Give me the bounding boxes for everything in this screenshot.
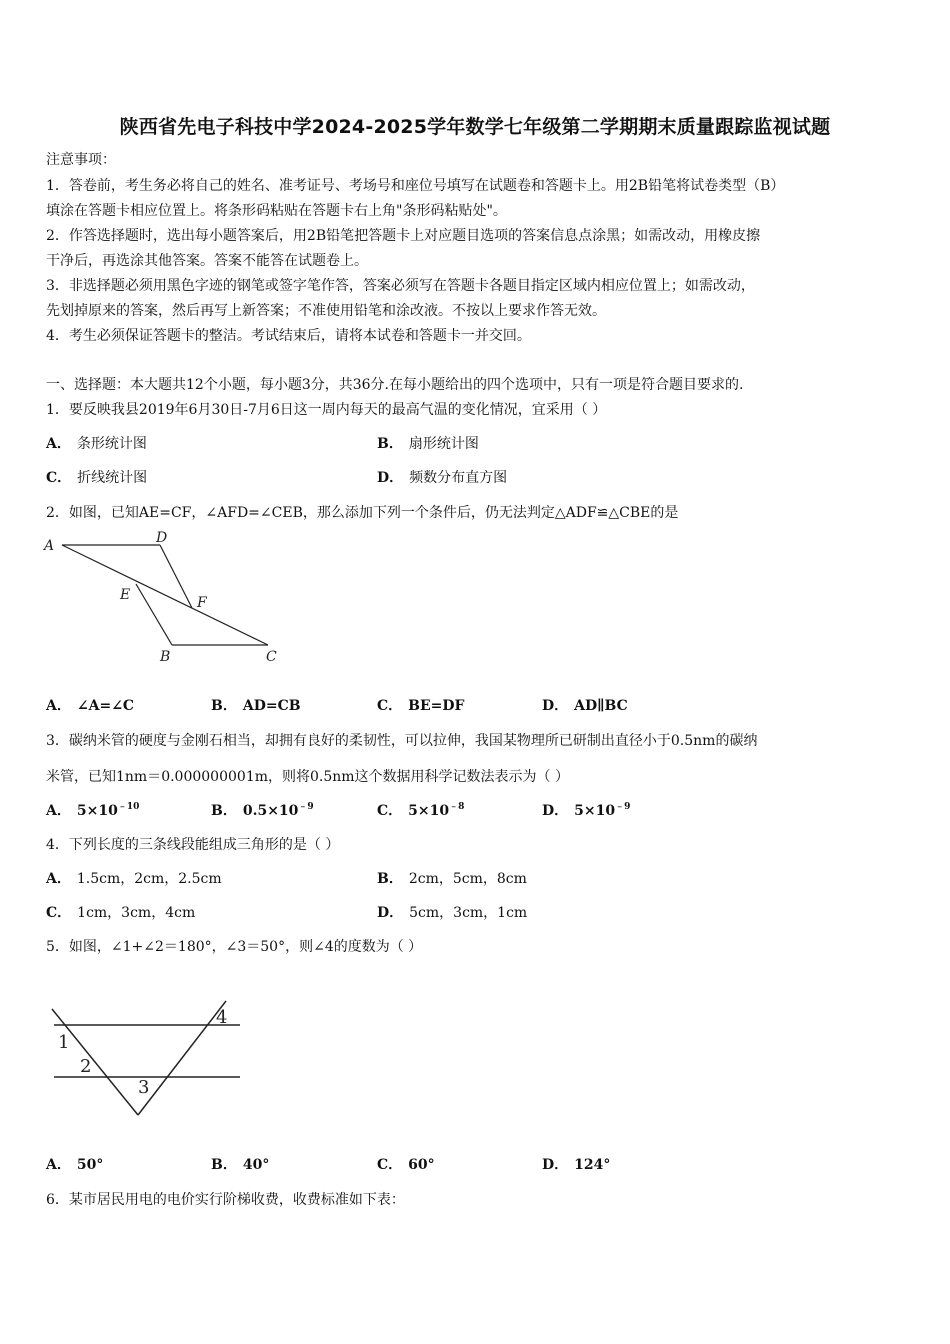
q2-option-b[interactable]: B． AD=CB [211,698,301,714]
notice-line: 填涂在答题卡相应位置上。将条形码粘贴在答题卡右上角"条形码粘贴处"。 [46,203,507,219]
q1-option-c[interactable]: C． 折线统计图 [46,470,148,486]
label-e: E [120,587,131,603]
notice-line: 干净后，再选涂其他答案。答案不能答在试题卷上。 [46,253,368,269]
q2-option-d[interactable]: D． AD∥BC [542,698,628,714]
q5-figure [46,995,246,1120]
label-d: D [156,530,168,546]
q3-option-d[interactable]: D． $5\times 10^{﹣9}$ [542,802,631,819]
q3-option-a[interactable]: A． $5\times 10^{﹣10}$ [46,802,140,819]
label-c: C [266,649,277,665]
q3-option-b[interactable]: B． $0.5\times 10^{﹣9}$ [211,802,314,819]
question-5-stem: 5．如图，∠1+∠2＝180°，∠3＝50°，则∠4的度数为（ ） [46,939,423,955]
notice-line: 2．作答选择题时，选出每小题答案后，用2B铅笔把答题卡上对应题目选项的答案信息点涂黑；如需改动，用橡皮擦 [46,228,761,244]
question-3-stem-cont: 米管，已知1nm＝0.000000001m，则将0.5nm这个数据用科学记数法表示为（ ） [46,769,570,785]
q2-figure [40,528,290,668]
question-4-stem: 4．下列长度的三条线段能组成三角形的是（ ） [46,837,340,853]
q4-option-d[interactable]: D． 5cm，3cm，1cm [377,905,528,921]
notice-heading: 注意事项： [46,152,116,168]
angle-4-label: 4 [216,1007,228,1028]
angle-3-label: 3 [138,1077,150,1098]
angle-1-label: 1 [58,1032,70,1053]
segment-ac [62,545,268,645]
q4-option-b[interactable]: B． 2cm，5cm，8cm [377,871,527,887]
q2-option-c[interactable]: C． BE=DF [377,698,465,714]
page-title: 陕西省先电子科技中学2024-2025学年数学七年级第二学期期末质量跟踪监视试题 [119,116,831,138]
q3-option-c[interactable]: C． $5\times 10^{﹣8}$ [377,802,465,819]
notice-line: 4．考生必须保证答题卡的整洁。考试结束后，请将本试卷和答题卡一并交回。 [46,328,531,344]
q5-option-c[interactable]: C． 60° [377,1157,435,1173]
label-a: A [44,538,55,554]
right-transversal [138,1001,226,1115]
notice-line: 1．答卷前，考生务必将自己的姓名、准考证号、考场号和座位号填写在试题卷和答题卡上。用2B铅笔将试卷类型（B） [46,178,785,194]
question-3-stem: 3．碳纳米管的硬度与金刚石相当，却拥有良好的柔韧性，可以拉伸，我国某物理所已研制出直径小于0.5nm的碳纳 [46,733,758,749]
q1-option-b[interactable]: B． 扇形统计图 [377,436,479,452]
q4-option-a[interactable]: A． 1.5cm，2cm，2.5cm [46,871,222,887]
q5-option-b[interactable]: B． 40° [211,1157,270,1173]
q1-option-a[interactable]: A． 条形统计图 [46,436,147,452]
q1-option-d[interactable]: D． 频数分布直方图 [377,470,508,486]
q4-option-c[interactable]: C． 1cm，3cm，4cm [46,905,196,921]
segment-df [160,545,192,608]
notice-line: 3．非选择题必须用黑色字迹的钢笔或签字笔作答，答案必须写在答题卡各题目指定区域内相应位置上；如需改动， [46,278,755,294]
notice-line: 先划掉原来的答案，然后再写上新答案；不准使用铅笔和涂改液。不按以上要求作答无效。 [46,303,606,319]
question-2-stem: 2．如图，已知AE=CF，∠AFD=∠CEB，那么添加下列一个条件后，仍无法判定△ADF≌△CBE的是 [46,505,679,521]
question-6-stem: 6．某市居民用电的电价实行阶梯收费，收费标准如下表： [46,1192,405,1208]
label-f: F [197,595,207,611]
label-b: B [160,649,171,665]
segment-eb [136,584,172,645]
section-heading: 一、选择题：本大题共12个小题，每小题3分，共36分.在每小题给出的四个选项中，只有一项是符合题目要求的. [46,377,744,393]
angle-2-label: 2 [80,1056,92,1077]
q2-option-a[interactable]: A． ∠A=∠C [46,698,135,714]
q5-option-a[interactable]: A． 50° [46,1157,104,1173]
question-1-stem: 1．要反映我县2019年6月30日-7月6日这一周内每天的最高气温的变化情况，宜采用（ ） [46,402,607,418]
q5-option-d[interactable]: D． 124° [542,1157,611,1173]
